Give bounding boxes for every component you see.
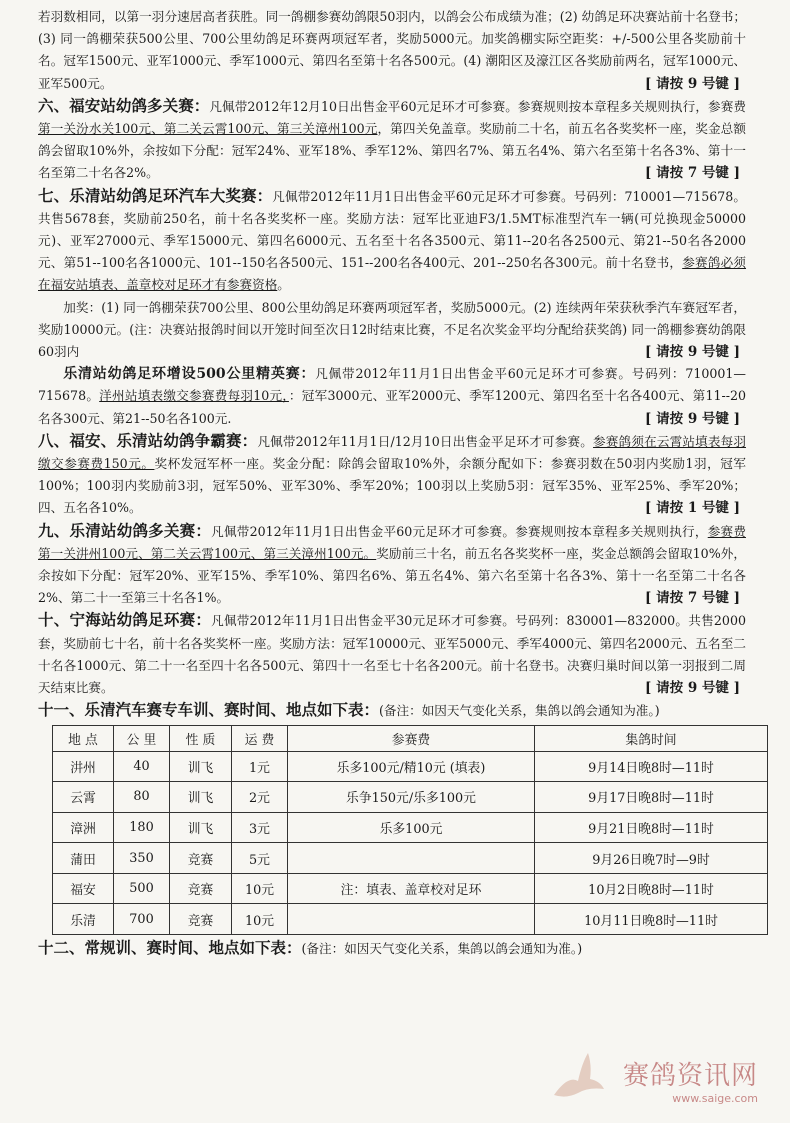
col-header-collection-time: 集鸽时间 — [535, 725, 768, 751]
table-row — [53, 782, 768, 813]
cell-freight: 5元 — [232, 843, 288, 874]
section-7-title: 七、乐清站幼鸽足环汽车大奖赛： — [38, 185, 273, 205]
section-7: 七、乐清站幼鸽足环汽车大奖赛：凡佩带2012年11月1日出售金平60元足环才可参赛。号码列：710001—715678。共售5678套，奖励前250名，前十名各奖奖杯一座。奖励方法：冠军比亚迪F3/1.5MT标准型汽车一辆(可兑换现金50000元)、亚军27000元、季军15000元、第四名6000元、五名至十名各3500元、第11--20名各2500元、第21--50名各2000元、第51--100名各1000元、101--150名各500元、151--200名各400元、201--250名各300元。前十名登书，参赛鸽必须在福安站填表、盖章校对足环才有参赛资格。 — [38, 185, 747, 293]
cell-distance: 500 — [114, 873, 170, 904]
section-6-title: 六、福安站幼鸽多关赛： — [38, 95, 210, 115]
cell-collection-time: 9月14日晚8时—11时 — [535, 751, 768, 782]
cell-freight: 1元 — [232, 751, 288, 782]
section-8: 八、福安、乐清站幼鸽争霸赛：凡佩带2012年11月1日/12月10日出售金平足环才可参赛。参赛鸽须在云霄站填表每羽缴交参赛费150元。奖杯发冠军杯一座。奖金分配：除鸽会留取10%外，余额分配如下：参赛羽数在50羽内奖励1羽，冠军100%；100羽内奖励前3羽，冠军50%、亚军30%、季军20%；100羽以上奖励5羽：冠军35%、亚军25%、季军20%；四、五名各10%。 [ 请按 1 号键 ] — [38, 430, 746, 520]
section-7-bonus: 加奖：(1) 同一鸽棚荣获700公里、800公里幼鸽足环赛两项冠军者，奖励5000元。(2) 连续两年荣获秋季汽车赛冠军者，奖励10000元。(注：决赛站报鸽时间以开笼时间至次日12时结束比赛，不足名次奖金平均分配给获奖鸽) 同一鸽棚参赛幼鸽限60羽内 [ 请按 9 号键 ] — [38, 297, 746, 364]
cell-location: 漳洲 — [53, 812, 114, 843]
cell-collection-time: 10月2日晚8时—11时 — [535, 873, 768, 904]
cell-freight: 10元 — [232, 873, 288, 904]
section-7-elite-fee: 洋州站填表缴交参赛费每羽10元， — [99, 388, 289, 404]
cell-collection-time: 9月26日晚7时—9时 — [535, 843, 768, 874]
cell-collection-time: 9月17日晚8时—11时 — [535, 782, 768, 813]
table-row — [53, 873, 768, 904]
col-header-distance: 公 里 — [114, 725, 170, 751]
cell-collection-time: 10月11日晚8时—11时 — [535, 904, 768, 935]
cell-location: 云霄 — [53, 782, 114, 813]
key-hint-9: [ 请按 9 号键 ] — [645, 680, 740, 697]
table-row — [53, 843, 768, 874]
section-12-note: (备注：如因天气变化关系，集鸽以鸽会通知为准。) — [301, 941, 583, 957]
cell-location: 福安 — [53, 873, 114, 904]
schedule-table — [52, 725, 768, 936]
table-row — [53, 751, 768, 782]
cell-freight: 3元 — [232, 812, 288, 843]
section-9-fee: 参赛费第一关汫州100元、第二关云霄100元、第三关漳州100元。 — [38, 523, 746, 561]
cell-distance: 40 — [114, 751, 170, 782]
table-row — [53, 812, 768, 843]
col-header-location: 地 点 — [53, 725, 114, 751]
watermark — [623, 1055, 758, 1105]
watermark-site-name: 赛鸽资讯网 — [622, 1061, 758, 1091]
section-12-title: 十二、常规训、赛时间、地点如下表： — [38, 938, 302, 958]
col-header-type: 性 质 — [170, 725, 232, 751]
key-hint-9: [ 请按 9 号键 ] — [645, 344, 740, 361]
cell-type: 竞赛 — [170, 843, 232, 874]
col-header-freight: 运 费 — [232, 725, 288, 751]
key-hint-7: [ 请按 7 号键 ] — [645, 165, 740, 182]
key-hint-9: [ 请按 9 号键 ] — [645, 75, 740, 92]
key-hint-7: [ 请按 7 号键 ] — [645, 590, 740, 607]
paragraph-prize-continuation: 若羽数相同，以第一羽分速居高者获胜。同一鸽棚参赛幼鸽限50羽内，以鸽会公布成绩为准；(2) 幼鸽足环决赛站前十名登书；(3) 同一鸽棚荣获500公里、700公里幼鸽足环赛两项冠军者，奖励5000元。加奖鸽棚实际空距奖：+/-500公里各奖励前十名。冠军1500元、亚军1000元、季军1000元、第四名至第十名各500元。(4) 潮阳区及濠江区各奖励前两名，冠军1000元、亚军500元。 [ 请按 9 号键 ] — [38, 6, 746, 95]
cell-entry-fee — [288, 904, 535, 935]
section-7-requirement: 参赛鸽必须在福安站填表、盖章校对足环才有参赛资格 — [38, 255, 747, 293]
section-11-note: (备注：如因天气变化关系，集鸽以鸽会通知为准。) — [379, 703, 660, 719]
pigeon-logo-icon — [548, 1045, 608, 1105]
section-9-title: 九、乐清站幼鸽多关赛： — [38, 520, 212, 540]
cell-location: 汫州 — [53, 751, 114, 782]
cell-entry-fee: 注：填表、盖章校对足环 — [288, 873, 535, 904]
cell-entry-fee: 乐多100元/精10元 (填表) — [288, 751, 535, 782]
cell-entry-fee — [288, 843, 535, 874]
col-header-entry-fee: 参赛费 — [288, 725, 535, 751]
cell-type: 训飞 — [170, 812, 232, 843]
cell-distance: 80 — [114, 782, 170, 813]
cell-type: 竞赛 — [170, 904, 232, 935]
cell-type: 训飞 — [170, 751, 232, 782]
section-8-title: 八、福安、乐清站幼鸽争霸赛： — [38, 430, 258, 450]
key-hint-1: [ 请按 1 号键 ] — [645, 500, 740, 517]
cell-distance: 700 — [114, 904, 170, 935]
cell-entry-fee: 乐争150元/乐多100元 — [288, 782, 535, 813]
cell-collection-time: 9月21日晚8时—11时 — [535, 812, 768, 843]
table-row — [53, 904, 768, 935]
cell-location: 蒲田 — [53, 843, 114, 874]
section-6: 六、福安站幼鸽多关赛：凡佩带2012年12月10日出售金平60元足环才可参赛。参赛规则按本章程多关规则执行，参赛费第一关汾水关100元、第二关云霄100元、第三关漳州100元，第四关免盖章。奖励前二十名，前五名各奖奖杯一座，奖金总额鸽会留取10%外，余按如下分配：冠军24%、亚军18%、季军12%、第四名7%、第五名4%、第六名至第十名各3%、第十一名至第二十名各2%。 [ 请按 7 号键 ] — [38, 95, 746, 185]
section-7-elite: 乐清站幼鸽足环增设500公里精英赛：凡佩带2012年11月1日出售金平60元足环才可参赛。号码列：710001—715678。洋州站填表缴交参赛费每羽10元，：冠军3000元、亚军2000元、季军1200元、第四名至十名各400元、第11--20名各300元、第21--50名各100元. [ 请按 9 号键 ] — [38, 363, 746, 430]
key-hint-9: [ 请按 9 号键 ] — [645, 410, 740, 427]
cell-type: 竞赛 — [170, 873, 232, 904]
cell-freight: 2元 — [232, 782, 288, 813]
cell-distance: 180 — [114, 812, 170, 843]
table-header-row — [53, 725, 768, 751]
section-11-title: 十一、乐清汽车赛专车训、赛时间、地点如下表： — [38, 700, 380, 720]
section-6-fee: 第一关汾水关100元、第二关云霄100元、第三关漳州100元 — [38, 121, 378, 137]
section-11-heading — [38, 699, 746, 722]
watermark-url: www.saige.com — [672, 1092, 758, 1105]
cell-entry-fee: 乐多100元 — [288, 812, 535, 843]
section-8-fee: 参赛鸽须在云霄站填表每羽缴交参赛费150元。 — [38, 433, 746, 472]
cell-type: 训飞 — [170, 782, 232, 813]
cell-distance: 350 — [114, 843, 170, 874]
section-12-heading — [38, 937, 746, 960]
cell-freight: 10元 — [232, 904, 288, 935]
section-7-elite-title: 乐清站幼鸽足环增设500公里精英赛： — [63, 366, 316, 383]
cell-location: 乐清 — [53, 904, 114, 935]
section-10: 十、宁海站幼鸽足环赛：凡佩带2012年11月1日出售金平30元足环才可参赛。号码列：830001—832000。共售2000套，奖励前七十名，前十名各奖奖杯一座。奖励方法：冠军10000元、亚军5000元、季军4000元、第四名2000元、五名至二十名各1000元、第二十一名至四十名各500元、第四十一名至七十名各200元。前十名登书。决赛归巢时间以第一羽报到二周天结束比赛。 [ 请按 9 号键 ] — [38, 609, 746, 699]
section-10-title: 十、宁海站幼鸽足环赛： — [38, 610, 212, 630]
section-9: 九、乐清站幼鸽多关赛：凡佩带2012年11月1日出售金平60元足环才可参赛。参赛规则按本章程多关规则执行，参赛费第一关汫州100元、第二关云霄100元、第三关漳州100元。奖励前三十名，前五名各奖奖杯一座，奖金总额鸽会留取10%外，余按如下分配：冠军20%、亚军15%、季军10%、第四名6%、第五名4%、第六名至第十名各3%、第十一名至第二十名各2%、第二十一至第三十名各1%。 [ 请按 7 号键 ] — [38, 520, 746, 610]
